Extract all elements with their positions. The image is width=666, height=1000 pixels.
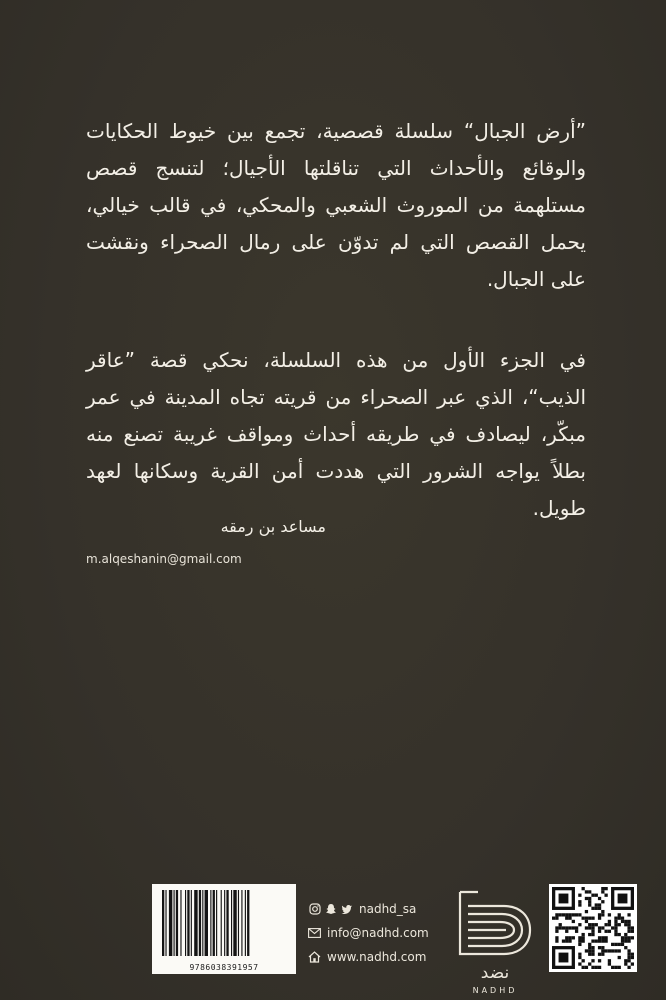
instagram-icon[interactable] — [308, 903, 321, 916]
qr-code-pattern — [552, 887, 634, 969]
twitter-icon[interactable] — [340, 903, 353, 916]
snapchat-icon[interactable] — [324, 903, 337, 916]
qr-code[interactable] — [549, 884, 637, 972]
publisher-logo — [456, 890, 534, 996]
web-row — [308, 945, 443, 969]
home-icon — [308, 951, 321, 964]
publisher-contacts — [308, 897, 443, 969]
barcode-bars — [160, 890, 288, 958]
synopsis-paragraph-1: ”أرض الجبال“ سلسلة قصصية، تجمع بين خيوط الحكايات والوقائع والأحداث التي تناقلتها الأجيال؛ لتنسج قصص مستلهمة من الموروث الشعبي والمحكي، في قالب خيالي، يحمل القصص التي لم تدوّن على رمال الصحراء ونقشت على الجبال. — [86, 119, 586, 291]
publisher-website[interactable]: www.nadhd.com — [327, 950, 427, 964]
social-row — [308, 897, 443, 921]
publisher-email[interactable]: info@nadhd.com — [327, 926, 429, 940]
author-name: مساعد بن رمقه — [220, 517, 326, 536]
barcode-number: 9786038391957 — [189, 963, 259, 972]
social-handle[interactable]: nadhd_sa — [359, 902, 417, 916]
email-row — [308, 921, 443, 945]
logo-latin-text: NADHD — [472, 986, 518, 995]
synopsis-paragraph-2: في الجزء الأول من هذه السلسلة، نحكي قصة ”عاقر الذيب“، الذي عبر الصحراء من قريته تجاه المدينة في عمر مبكّر، ليصادف في طريقه أحداث ومواقف غريبة تصنع منه بطلاً يواجه الشرور التي هددت أمن القرية وسكانها لعهد طويل. — [86, 348, 586, 520]
publisher-logo-mark — [456, 890, 534, 996]
logo-arabic-text: نضد — [480, 963, 510, 983]
author-email: m.alqeshanin@gmail.com — [86, 552, 242, 566]
isbn-barcode — [152, 884, 296, 974]
envelope-icon — [308, 927, 321, 940]
